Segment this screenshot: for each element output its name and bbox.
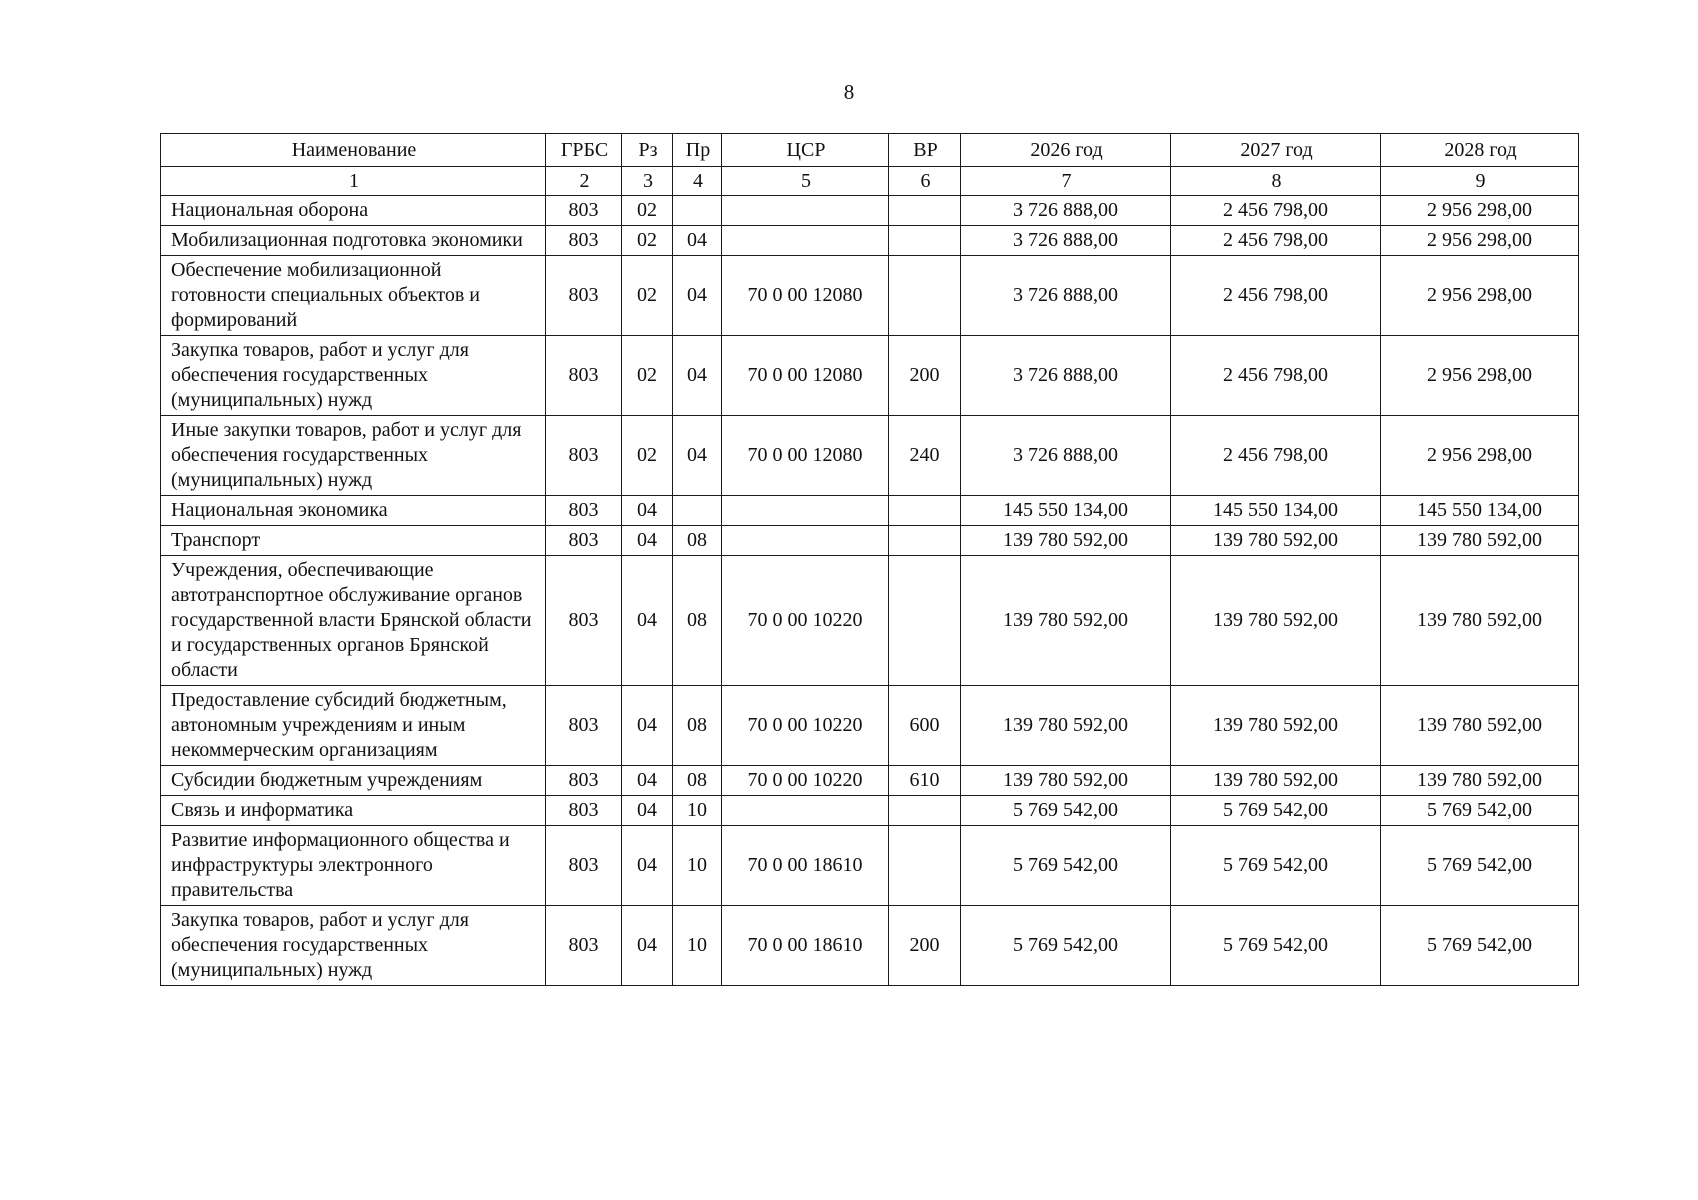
row-2026-cell: 145 550 134,00 (961, 496, 1171, 526)
row-pr-cell: 04 (673, 256, 722, 336)
row-rz-cell: 04 (622, 556, 673, 686)
index-cell: 8 (1171, 167, 1381, 196)
row-2028-cell: 2 956 298,00 (1381, 196, 1579, 226)
row-csr-cell: 70 0 00 12080 (722, 256, 889, 336)
row-name-cell: Обеспечение мобилизационной готовности специальных объектов и формирований (161, 256, 546, 336)
row-name-cell: Мобилизационная подготовка экономики (161, 226, 546, 256)
row-name-cell: Национальная экономика (161, 496, 546, 526)
row-pr-cell: 04 (673, 226, 722, 256)
table-row (161, 336, 1579, 416)
table-row (161, 826, 1579, 906)
table-row (161, 226, 1579, 256)
row-pr-cell: 08 (673, 686, 722, 766)
row-pr-cell (673, 496, 722, 526)
row-2028-cell: 5 769 542,00 (1381, 826, 1579, 906)
row-vr-cell (889, 796, 961, 826)
header-row (161, 134, 1579, 167)
row-2026-cell: 139 780 592,00 (961, 526, 1171, 556)
row-name-cell: Предоставление субсидий бюджетным, автономным учреждениям и иным некоммерческим организациям (161, 686, 546, 766)
row-grbs-cell: 803 (546, 256, 622, 336)
header-cell-vr: ВР (889, 134, 961, 167)
row-2026-cell: 5 769 542,00 (961, 796, 1171, 826)
row-2027-cell: 139 780 592,00 (1171, 556, 1381, 686)
table-row (161, 256, 1579, 336)
index-cell: 6 (889, 167, 961, 196)
row-vr-cell (889, 496, 961, 526)
row-grbs-cell: 803 (546, 556, 622, 686)
row-grbs-cell: 803 (546, 826, 622, 906)
row-grbs-cell: 803 (546, 796, 622, 826)
row-name-cell: Транспорт (161, 526, 546, 556)
row-name-cell: Национальная оборона (161, 196, 546, 226)
index-cell: 7 (961, 167, 1171, 196)
table-row (161, 556, 1579, 686)
header-cell-csr: ЦСР (722, 134, 889, 167)
row-2028-cell: 139 780 592,00 (1381, 526, 1579, 556)
row-vr-cell (889, 826, 961, 906)
row-2028-cell: 5 769 542,00 (1381, 906, 1579, 986)
row-2027-cell: 139 780 592,00 (1171, 526, 1381, 556)
row-grbs-cell: 803 (546, 196, 622, 226)
index-cell: 3 (622, 167, 673, 196)
header-cell-2027: 2027 год (1171, 134, 1381, 167)
row-2026-cell: 139 780 592,00 (961, 556, 1171, 686)
row-rz-cell: 04 (622, 906, 673, 986)
row-pr-cell: 10 (673, 796, 722, 826)
row-pr-cell: 08 (673, 556, 722, 686)
row-pr-cell: 08 (673, 766, 722, 796)
row-pr-cell: 04 (673, 336, 722, 416)
row-pr-cell: 10 (673, 826, 722, 906)
row-rz-cell: 02 (622, 416, 673, 496)
row-2026-cell: 3 726 888,00 (961, 336, 1171, 416)
column-index-row (161, 167, 1579, 196)
row-name-cell: Закупка товаров, работ и услуг для обеспечения государственных (муниципальных) нужд (161, 906, 546, 986)
row-csr-cell (722, 796, 889, 826)
row-csr-cell (722, 496, 889, 526)
row-2027-cell: 139 780 592,00 (1171, 686, 1381, 766)
row-rz-cell: 04 (622, 766, 673, 796)
row-2028-cell: 2 956 298,00 (1381, 226, 1579, 256)
header-cell-rz: Рз (622, 134, 673, 167)
page-number: 8 (843, 80, 855, 104)
row-2028-cell: 145 550 134,00 (1381, 496, 1579, 526)
row-grbs-cell: 803 (546, 496, 622, 526)
row-name-cell: Иные закупки товаров, работ и услуг для обеспечения государственных (муниципальных) нужд (161, 416, 546, 496)
row-2028-cell: 2 956 298,00 (1381, 336, 1579, 416)
row-grbs-cell: 803 (546, 336, 622, 416)
index-cell: 9 (1381, 167, 1579, 196)
row-vr-cell: 240 (889, 416, 961, 496)
row-csr-cell (722, 226, 889, 256)
row-rz-cell: 02 (622, 226, 673, 256)
index-cell: 1 (161, 167, 546, 196)
table-row (161, 496, 1579, 526)
row-2028-cell: 139 780 592,00 (1381, 556, 1579, 686)
row-2026-cell: 5 769 542,00 (961, 826, 1171, 906)
row-rz-cell: 02 (622, 196, 673, 226)
row-grbs-cell: 803 (546, 766, 622, 796)
row-2027-cell: 5 769 542,00 (1171, 906, 1381, 986)
row-rz-cell: 04 (622, 826, 673, 906)
row-2026-cell: 139 780 592,00 (961, 766, 1171, 796)
row-pr-cell: 10 (673, 906, 722, 986)
row-2026-cell: 3 726 888,00 (961, 226, 1171, 256)
row-name-cell: Закупка товаров, работ и услуг для обеспечения государственных (муниципальных) нужд (161, 336, 546, 416)
row-vr-cell: 200 (889, 336, 961, 416)
row-csr-cell: 70 0 00 10220 (722, 766, 889, 796)
row-grbs-cell: 803 (546, 906, 622, 986)
row-vr-cell (889, 256, 961, 336)
row-2027-cell: 5 769 542,00 (1171, 796, 1381, 826)
row-rz-cell: 04 (622, 686, 673, 766)
header-cell-2028: 2028 год (1381, 134, 1579, 167)
row-2027-cell: 145 550 134,00 (1171, 496, 1381, 526)
row-rz-cell: 04 (622, 796, 673, 826)
row-vr-cell (889, 196, 961, 226)
index-cell: 2 (546, 167, 622, 196)
row-name-cell: Связь и информатика (161, 796, 546, 826)
row-2026-cell: 5 769 542,00 (961, 906, 1171, 986)
row-rz-cell: 04 (622, 526, 673, 556)
table-row (161, 416, 1579, 496)
row-2027-cell: 2 456 798,00 (1171, 196, 1381, 226)
row-2028-cell: 5 769 542,00 (1381, 796, 1579, 826)
row-2027-cell: 2 456 798,00 (1171, 256, 1381, 336)
row-2026-cell: 139 780 592,00 (961, 686, 1171, 766)
row-csr-cell: 70 0 00 12080 (722, 416, 889, 496)
row-2028-cell: 2 956 298,00 (1381, 416, 1579, 496)
index-cell: 4 (673, 167, 722, 196)
table-row (161, 766, 1579, 796)
row-2027-cell: 5 769 542,00 (1171, 826, 1381, 906)
row-csr-cell: 70 0 00 10220 (722, 556, 889, 686)
index-cell: 5 (722, 167, 889, 196)
row-csr-cell (722, 526, 889, 556)
row-pr-cell: 04 (673, 416, 722, 496)
row-rz-cell: 04 (622, 496, 673, 526)
row-2028-cell: 139 780 592,00 (1381, 766, 1579, 796)
row-vr-cell: 200 (889, 906, 961, 986)
row-2028-cell: 139 780 592,00 (1381, 686, 1579, 766)
budget-table (160, 133, 1579, 986)
table-row (161, 196, 1579, 226)
row-name-cell: Учреждения, обеспечивающие автотранспортное обслуживание органов государственной власти Брянской области и государственных органов Брянской области (161, 556, 546, 686)
row-vr-cell (889, 226, 961, 256)
row-csr-cell: 70 0 00 18610 (722, 826, 889, 906)
header-cell-2026: 2026 год (961, 134, 1171, 167)
table-row (161, 796, 1579, 826)
row-name-cell: Развитие информационного общества и инфраструктуры электронного правительства (161, 826, 546, 906)
header-cell-grbs: ГРБС (546, 134, 622, 167)
row-2026-cell: 3 726 888,00 (961, 416, 1171, 496)
row-vr-cell (889, 526, 961, 556)
row-vr-cell: 610 (889, 766, 961, 796)
row-2027-cell: 2 456 798,00 (1171, 416, 1381, 496)
row-grbs-cell: 803 (546, 526, 622, 556)
header-cell-name: Наименование (161, 134, 546, 167)
row-name-cell: Субсидии бюджетным учреждениям (161, 766, 546, 796)
row-2026-cell: 3 726 888,00 (961, 256, 1171, 336)
row-2027-cell: 2 456 798,00 (1171, 226, 1381, 256)
row-csr-cell: 70 0 00 18610 (722, 906, 889, 986)
row-grbs-cell: 803 (546, 226, 622, 256)
row-vr-cell: 600 (889, 686, 961, 766)
table-row (161, 686, 1579, 766)
row-vr-cell (889, 556, 961, 686)
row-rz-cell: 02 (622, 336, 673, 416)
table-row (161, 906, 1579, 986)
table-row (161, 526, 1579, 556)
row-rz-cell: 02 (622, 256, 673, 336)
row-grbs-cell: 803 (546, 686, 622, 766)
row-2026-cell: 3 726 888,00 (961, 196, 1171, 226)
row-2027-cell: 139 780 592,00 (1171, 766, 1381, 796)
header-cell-pr: Пр (673, 134, 722, 167)
row-2027-cell: 2 456 798,00 (1171, 336, 1381, 416)
row-2028-cell: 2 956 298,00 (1381, 256, 1579, 336)
row-pr-cell (673, 196, 722, 226)
row-csr-cell: 70 0 00 12080 (722, 336, 889, 416)
row-csr-cell: 70 0 00 10220 (722, 686, 889, 766)
row-pr-cell: 08 (673, 526, 722, 556)
row-csr-cell (722, 196, 889, 226)
row-grbs-cell: 803 (546, 416, 622, 496)
